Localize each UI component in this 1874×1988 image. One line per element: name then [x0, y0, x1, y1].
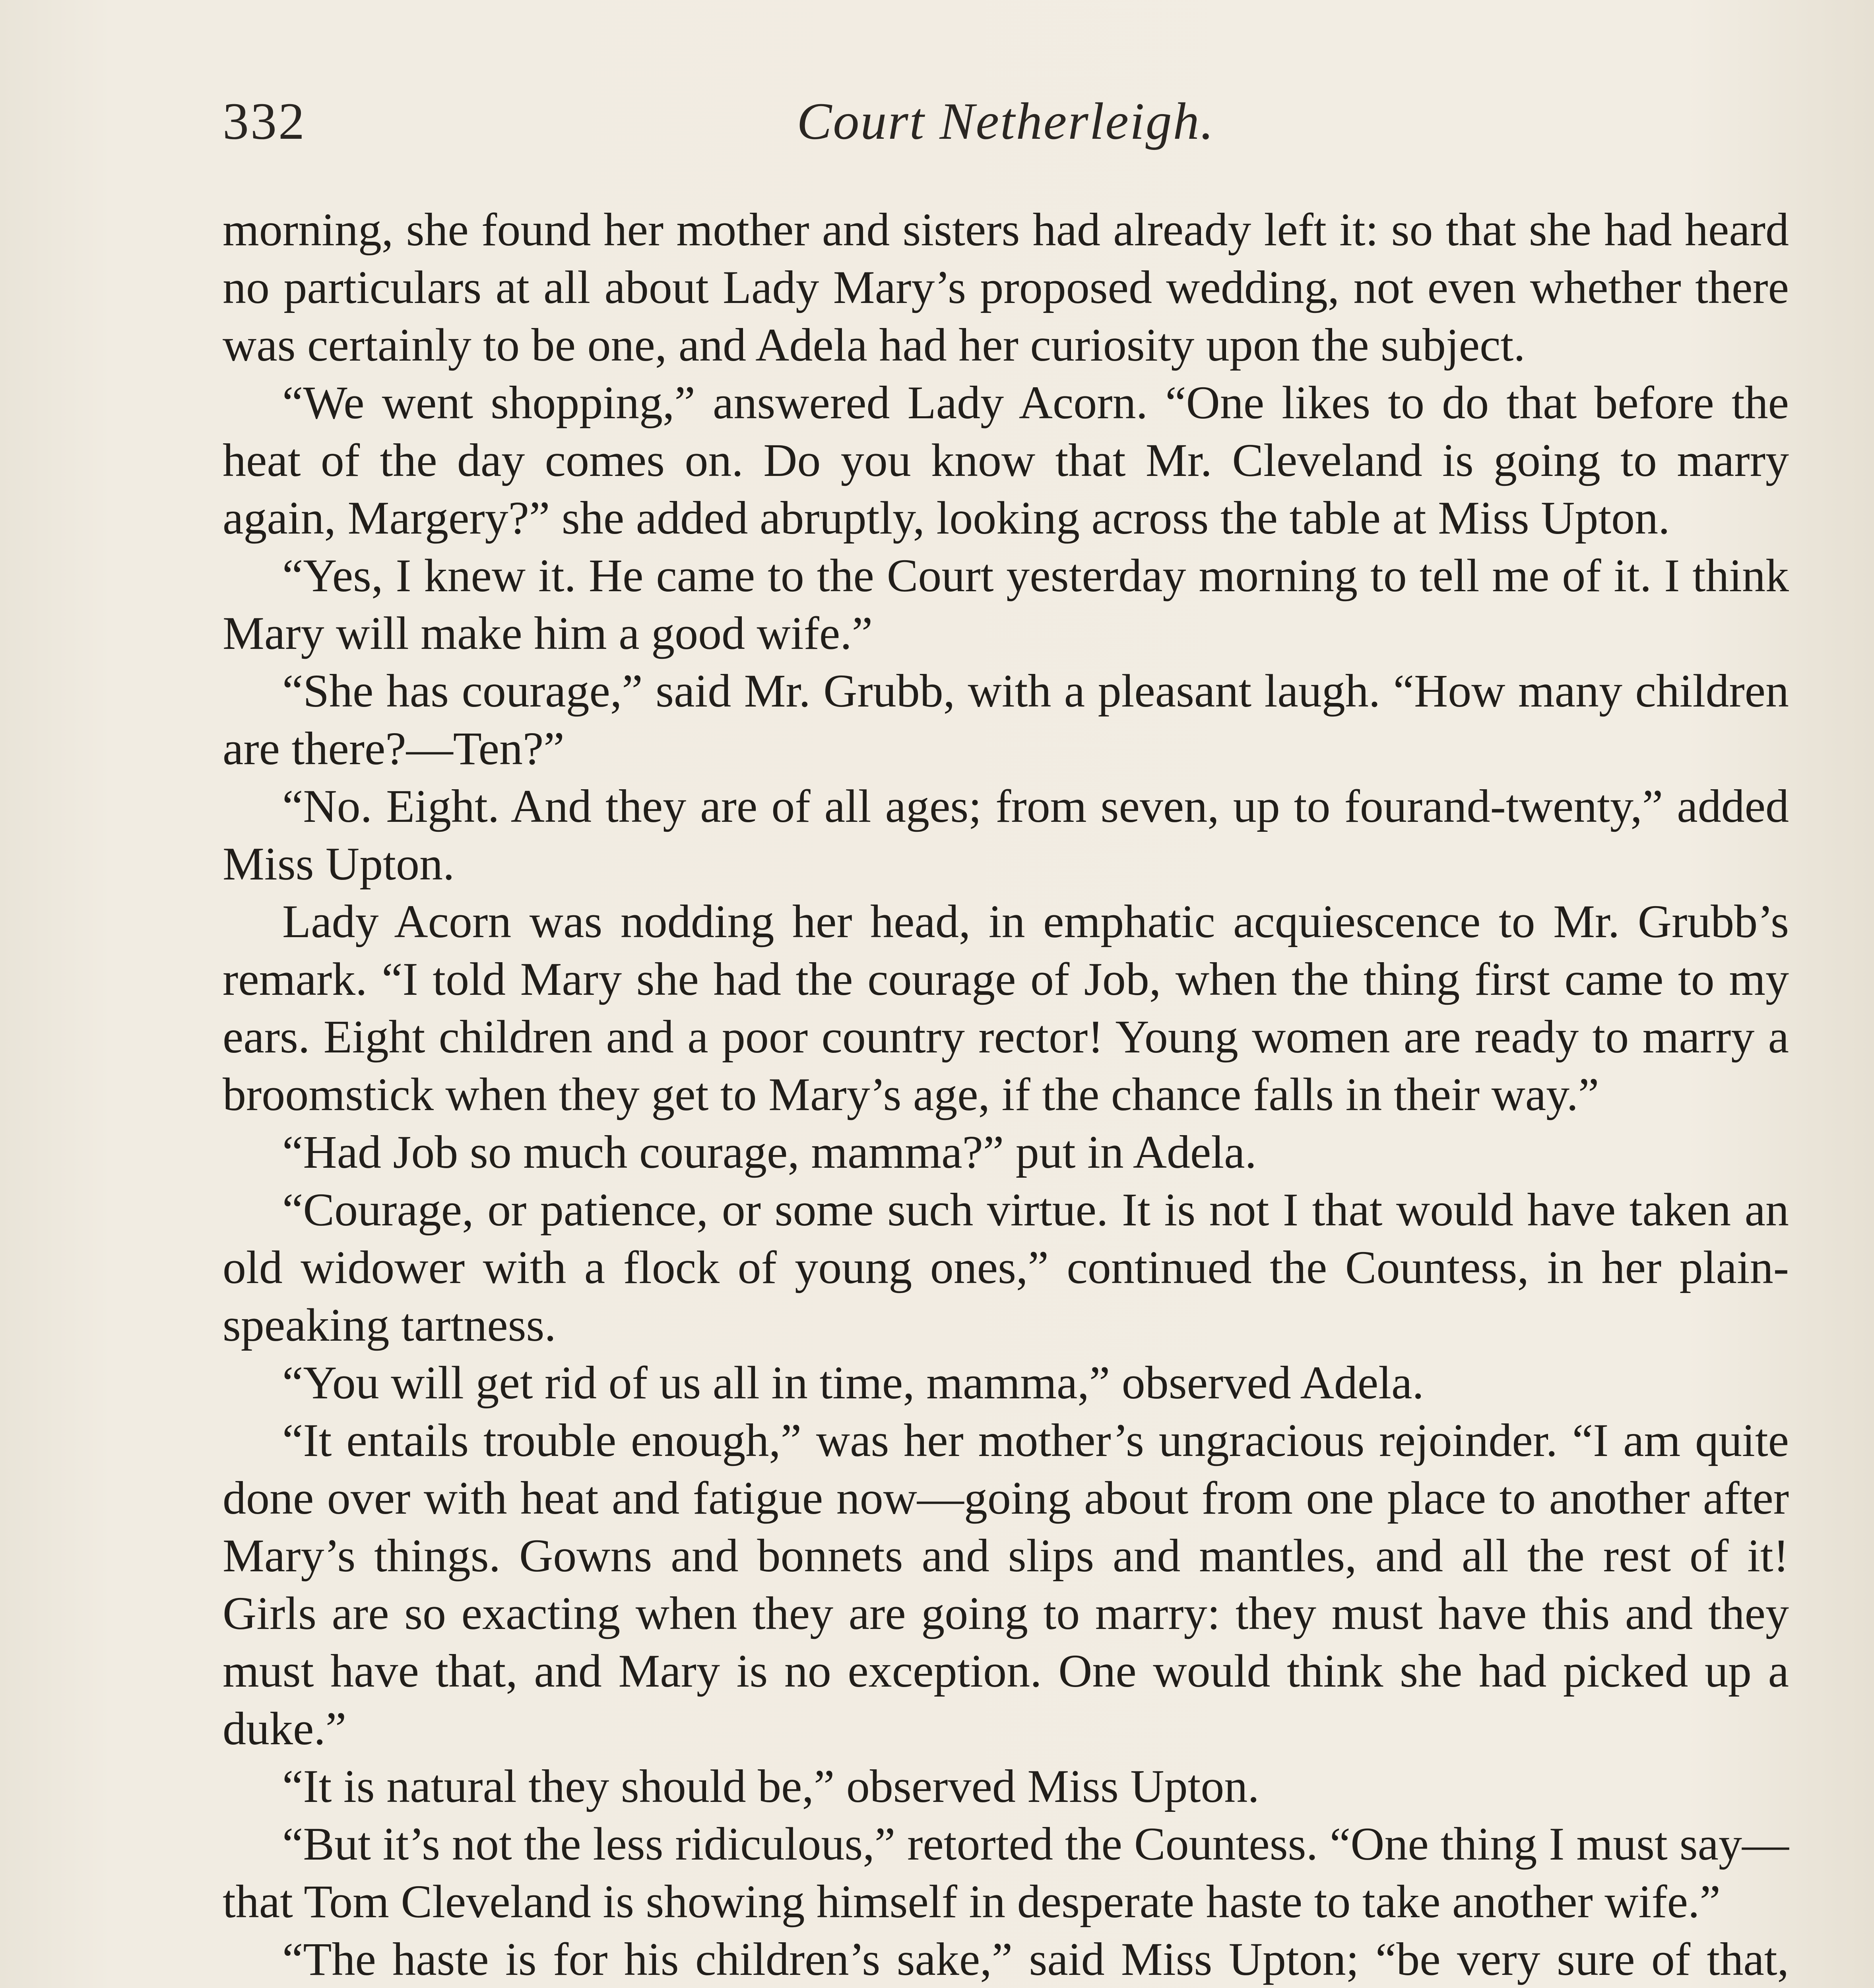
paragraph: “It entails trouble enough,” was her mother’s ungracious rejoinder. “I am quite done over with heat and fatigue now—going about from one place to another after Mary’s things. Gowns and bonnets and slips and mantles, and all the rest of it! Girls are so exacting when they are going to marry: they must have this and they must have that, and Mary is no exception. One would think she had picked up a duke.” — [223, 1414, 1789, 1755]
paragraph: “Courage, or patience, or some such virtue. It is not I that would have taken an old widower with a flock of young ones,” continued the Countess, in her plain-speaking tartness. — [223, 1184, 1789, 1351]
body-text — [223, 201, 1789, 1988]
paragraph: “Yes, I knew it. He came to the Court yesterday morning to tell me of it. I think Mary will make him a good wife.” — [223, 549, 1789, 659]
paragraph: “It is natural they should be,” observed Miss Upton. — [282, 1760, 1259, 1812]
page-header — [223, 85, 1789, 157]
paragraph: “The haste is for his children’s sake,” said Miss Upton; “be very sure of that, — [282, 1933, 1789, 1985]
paragraph: morning, she found her mother and sisters had already left it: so that she had heard no particulars at all about Lady Mary’s proposed wedding, not even whether there was certainly to be one, and Adela had her curiosity upon the subject. — [223, 204, 1789, 371]
paragraph: Lady Acorn was nodding her head, in emphatic acquiescence to Mr. Grubb’s remark. “I told Mary she had the courage of Job, when the thing first came to my ears. Eight children and a poor country rector! Young women are ready to marry a broomstick when they get to Mary’s age, if the chance falls in their way.” — [223, 895, 1789, 1120]
running-title: Court Netherleigh. — [797, 92, 1215, 150]
paragraph: “We went shopping,” answered Lady Acorn. “One likes to do that before the heat of the day comes on. Do you know that Mr. Cleveland is going to marry again, Margery?” she added abruptly, looking across the table at Miss Upton. — [223, 377, 1789, 544]
paragraph: “She has courage,” said Mr. Grubb, with a pleasant laugh. “How many children are there?—Ten?” — [223, 665, 1789, 775]
paragraph: “But it’s not the less ridiculous,” retorted the Countess. “One thing I must say—that Tom Cleveland is showing himself in desperate haste to take another wife.” — [223, 1818, 1789, 1928]
paragraph: “Had Job so much courage, mamma?” put in Adela. — [282, 1126, 1257, 1178]
paragraph: “You will get rid of us all in time, mamma,” observed Adela. — [282, 1357, 1424, 1409]
paragraph: “No. Eight. And they are of all ages; from seven, up to fourand-twenty,” added Miss Upton. — [223, 780, 1789, 890]
page-number: 332 — [223, 92, 306, 150]
